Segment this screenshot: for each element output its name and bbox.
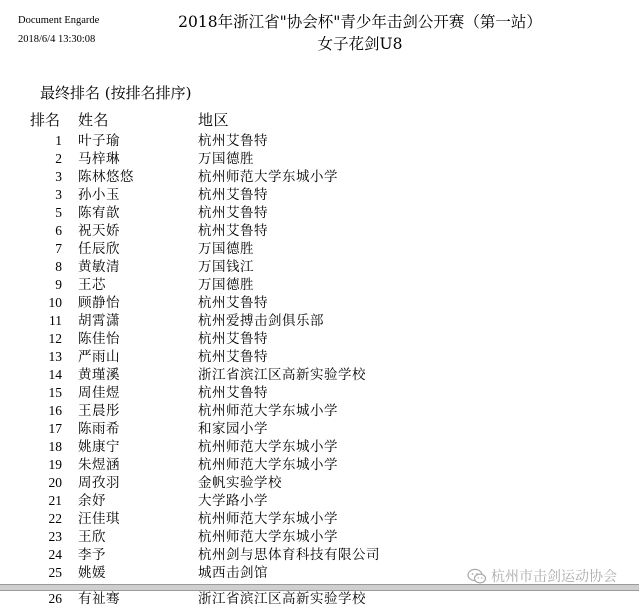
rank-cell: 6 <box>55 223 62 238</box>
name-cell: 王晨彤 <box>78 403 120 419</box>
document-datetime: 2018/6/4 13:30:08 <box>18 34 96 45</box>
name-cell: 陈雨希 <box>78 421 120 437</box>
name-cell: 姚媛 <box>78 565 106 581</box>
table-row <box>0 510 639 528</box>
name-cell: 顾静怡 <box>78 295 120 311</box>
rank-cell: 3 <box>55 169 62 184</box>
region-cell: 万国德胜 <box>198 151 254 167</box>
rank-cell: 9 <box>55 277 62 292</box>
name-cell: 陈宥歆 <box>78 205 120 221</box>
name-cell: 祝天娇 <box>78 223 120 239</box>
name-cell: 周佳煜 <box>78 385 120 401</box>
region-cell: 万国钱江 <box>198 259 254 275</box>
name-cell: 朱煜涵 <box>78 457 120 473</box>
name-cell: 黄瑾溪 <box>78 367 120 383</box>
region-cell: 大学路小学 <box>198 493 268 509</box>
watermark-text: 杭州市击剑运动协会 <box>491 569 617 585</box>
region-cell: 浙江省滨江区高新实验学校 <box>198 367 366 383</box>
table-row <box>0 438 639 456</box>
column-header-region: 地区 <box>198 111 230 129</box>
rank-cell: 18 <box>48 439 62 454</box>
name-cell: 陈佳怡 <box>78 331 120 347</box>
table-row <box>0 240 639 258</box>
table-row-last <box>0 590 639 608</box>
rank-cell: 14 <box>48 367 62 382</box>
table-row <box>0 132 639 150</box>
rank-cell: 21 <box>48 493 62 508</box>
name-cell: 汪佳琪 <box>78 511 120 527</box>
region-cell: 杭州艾鲁特 <box>198 331 268 347</box>
table-row <box>0 204 639 222</box>
table-row <box>0 294 639 312</box>
table-row <box>0 474 639 492</box>
rank-cell: 1 <box>55 133 62 148</box>
region-cell: 杭州艾鲁特 <box>198 385 268 401</box>
table-row <box>0 150 639 168</box>
rank-cell: 17 <box>48 421 62 436</box>
region-cell: 和家园小学 <box>198 421 268 437</box>
table-row <box>0 528 639 546</box>
name-cell: 余妤 <box>78 493 106 509</box>
table-row <box>0 402 639 420</box>
section-title: 最终排名 (按排名排序) <box>40 84 192 102</box>
region-cell: 万国德胜 <box>198 241 254 257</box>
name-cell: 李予 <box>78 547 106 563</box>
ranking-table-body <box>0 132 639 582</box>
name-cell: 姚康宁 <box>78 439 120 455</box>
rank-cell: 8 <box>55 259 62 274</box>
rank-cell: 5 <box>55 205 62 220</box>
document-app-name: Document Engarde <box>18 15 100 26</box>
table-row <box>0 366 639 384</box>
table-row <box>0 492 639 510</box>
region-cell: 杭州艾鲁特 <box>198 133 268 149</box>
table-row <box>0 384 639 402</box>
table-row <box>0 258 639 276</box>
table-row <box>0 330 639 348</box>
table-row <box>0 276 639 294</box>
region-cell: 浙江省滨江区高新实验学校 <box>198 591 366 607</box>
rank-cell: 25 <box>48 565 62 580</box>
region-cell: 杭州艾鲁特 <box>198 205 268 221</box>
region-cell: 杭州艾鲁特 <box>198 223 268 239</box>
region-cell: 金帆实验学校 <box>198 475 282 491</box>
rank-cell: 19 <box>48 457 62 472</box>
region-cell: 杭州师范大学东城小学 <box>198 511 338 527</box>
name-cell: 有祉骞 <box>78 591 120 607</box>
rank-cell: 15 <box>48 385 62 400</box>
name-cell: 马梓琳 <box>78 151 120 167</box>
rank-cell: 12 <box>48 331 62 346</box>
name-cell: 孙小玉 <box>78 187 120 203</box>
name-cell: 任辰欣 <box>78 241 120 257</box>
region-cell: 杭州爱搏击剑俱乐部 <box>198 313 324 329</box>
rank-cell: 3 <box>55 187 62 202</box>
rank-cell: 26 <box>48 591 62 606</box>
region-cell: 杭州剑与思体育科技有限公司 <box>198 547 380 563</box>
column-header-rank: 排名 <box>30 111 61 129</box>
name-cell: 王芯 <box>78 277 106 293</box>
tournament-title: 2018年浙江省"协会杯"青少年击剑公开赛（第一站） <box>178 13 542 31</box>
region-cell: 杭州师范大学东城小学 <box>198 439 338 455</box>
table-row <box>0 312 639 330</box>
table-header <box>0 109 639 131</box>
name-cell: 叶子瑜 <box>78 133 120 149</box>
region-cell: 杭州艾鲁特 <box>198 187 268 203</box>
table-row <box>0 420 639 438</box>
watermark <box>467 566 617 586</box>
event-title: 女子花剑U8 <box>317 35 403 53</box>
region-cell: 万国德胜 <box>198 277 254 293</box>
table-row <box>0 456 639 474</box>
region-cell: 杭州艾鲁特 <box>198 349 268 365</box>
name-cell: 陈林悠悠 <box>78 169 134 185</box>
table-row <box>0 546 639 564</box>
region-cell: 杭州师范大学东城小学 <box>198 529 338 545</box>
region-cell: 杭州师范大学东城小学 <box>198 169 338 185</box>
rank-cell: 2 <box>55 151 62 166</box>
rank-cell: 24 <box>48 547 62 562</box>
rank-cell: 13 <box>48 349 62 364</box>
rank-cell: 10 <box>48 295 62 310</box>
region-cell: 杭州师范大学东城小学 <box>198 457 338 473</box>
name-cell: 王欣 <box>78 529 106 545</box>
table-row <box>0 186 639 204</box>
name-cell: 胡霄潇 <box>78 313 120 329</box>
rank-cell: 16 <box>48 403 62 418</box>
name-cell: 周孜羽 <box>78 475 120 491</box>
rank-cell: 23 <box>48 529 62 544</box>
column-header-name: 姓名 <box>78 111 110 129</box>
rank-cell: 11 <box>49 313 62 328</box>
table-row <box>0 348 639 366</box>
wechat-icon <box>467 568 487 585</box>
table-row <box>0 168 639 186</box>
name-cell: 严雨山 <box>78 349 120 365</box>
table-row <box>0 222 639 240</box>
rank-cell: 7 <box>55 241 62 256</box>
rank-cell: 20 <box>48 475 62 490</box>
region-cell: 城西击剑馆 <box>198 565 268 581</box>
rank-cell: 22 <box>48 511 62 526</box>
region-cell: 杭州艾鲁特 <box>198 295 268 311</box>
region-cell: 杭州师范大学东城小学 <box>198 403 338 419</box>
name-cell: 黄敏清 <box>78 259 120 275</box>
